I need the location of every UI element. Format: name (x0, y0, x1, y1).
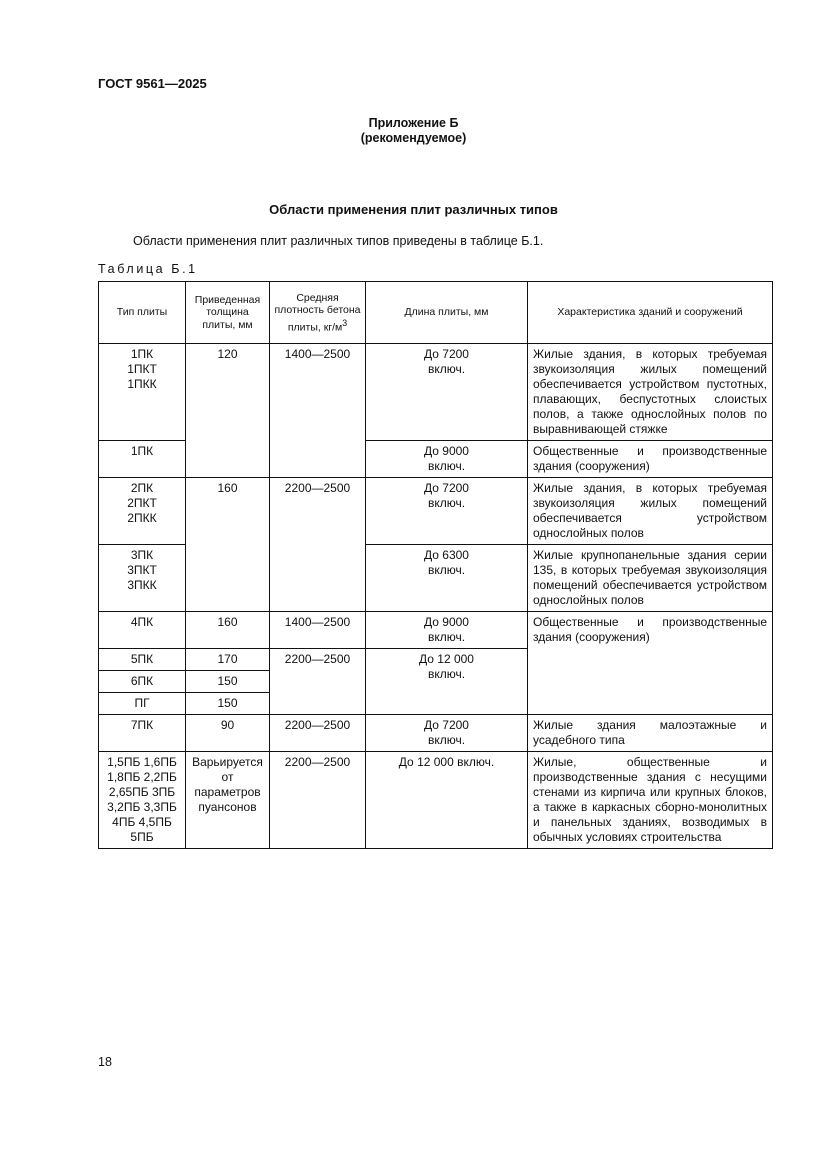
header-density-superscript: 3 (342, 317, 348, 328)
cell-type: 7ПК (99, 715, 186, 752)
header-type: Тип плиты (99, 282, 186, 344)
intro-paragraph: Области применения плит различных типов приведены в таблице Б.1. (133, 234, 544, 248)
cell-thickness: 160 (186, 612, 270, 649)
cell-characteristics: Жилые здания малоэтажные и усадебного типа (528, 715, 773, 752)
cell-length: До 9000 включ. (366, 441, 528, 478)
slab-application-table (98, 281, 773, 849)
cell-density: 2200—2500 (270, 715, 366, 752)
cell-characteristics: Жилые крупнопанельные здания серии 135, в которых требуемая звукоизоляция помещений обеспечивается устройством однослойных полов (528, 545, 773, 612)
cell-thickness: 150 (186, 671, 270, 693)
cell-thickness: 90 (186, 715, 270, 752)
table-row (99, 344, 773, 441)
cell-type: 5ПК (99, 649, 186, 671)
cell-characteristics: Жилые, общественные и производственные здания с несущими стенами из кирпича или крупных блоков, а также в каркасных сборно-монолитных и панельных зданиях, возводимых в обычных условиях строительства (528, 752, 773, 849)
cell-length: До 9000 включ. (366, 612, 528, 649)
cell-length: До 7200 включ. (366, 344, 528, 441)
cell-density: 2200—2500 (270, 649, 366, 715)
table-header-row (99, 282, 773, 344)
header-density (270, 282, 366, 344)
cell-type: ПГ (99, 693, 186, 715)
cell-length: До 7200 включ. (366, 478, 528, 545)
cell-characteristics: Общественные и производственные здания (сооружения) (528, 612, 773, 715)
section-title: Области применения плит различных типов (269, 202, 558, 217)
cell-characteristics: Общественные и производственные здания (сооружения) (528, 441, 773, 478)
cell-thickness: 150 (186, 693, 270, 715)
appendix-subtitle: (рекомендуемое) (360, 131, 467, 145)
cell-thickness: 170 (186, 649, 270, 671)
cell-thickness: 120 (186, 344, 270, 478)
appendix-heading (0, 116, 827, 146)
cell-type: 1ПК (99, 441, 186, 478)
cell-thickness: 160 (186, 478, 270, 612)
page-number: 18 (98, 1055, 112, 1069)
cell-density: 2200—2500 (270, 752, 366, 849)
cell-length: До 7200 включ. (366, 715, 528, 752)
cell-length: До 12 000 включ. (366, 752, 528, 849)
cell-density: 2200—2500 (270, 478, 366, 612)
cell-type: 3ПК 3ПКТ 3ПКК (99, 545, 186, 612)
header-thickness: Приведенная толщина плиты, мм (186, 282, 270, 344)
cell-density: 1400—2500 (270, 344, 366, 478)
cell-type: 4ПК (99, 612, 186, 649)
header-density-text: Средняя плотность бетона плиты, кг/м (274, 291, 361, 333)
cell-length: До 12 000 включ. (366, 649, 528, 715)
cell-characteristics: Жилые здания, в которых требуемая звукоизоляция жилых помещений обеспечивается устройством пустотных, плавающих, беспустотных слоистых полов, а также однослойных полов по выравнивающей стяжке (528, 344, 773, 441)
cell-length: До 6300 включ. (366, 545, 528, 612)
appendix-title: Приложение Б (368, 116, 459, 130)
cell-thickness: Варьируется от параметров пуансонов (186, 752, 270, 849)
document-code: ГОСТ 9561—2025 (98, 76, 207, 91)
table-row (99, 752, 773, 849)
cell-type: 1ПК 1ПКТ 1ПКК (99, 344, 186, 441)
header-length: Длина плиты, мм (366, 282, 528, 344)
cell-density: 1400—2500 (270, 612, 366, 649)
table-row (99, 715, 773, 752)
header-characteristics: Характеристика зданий и сооружений (528, 282, 773, 344)
cell-type: 1,5ПБ 1,6ПБ 1,8ПБ 2,2ПБ 2,65ПБ 3ПБ 3,2ПБ 3,3ПБ 4ПБ 4,5ПБ 5ПБ (99, 752, 186, 849)
table-row (99, 612, 773, 649)
table-caption: Таблица Б.1 (98, 262, 198, 276)
cell-type: 2ПК 2ПКТ 2ПКК (99, 478, 186, 545)
table-row (99, 478, 773, 545)
cell-type: 6ПК (99, 671, 186, 693)
cell-characteristics: Жилые здания, в которых требуемая звукоизоляция жилых помещений обеспечивается устройством однослойных полов (528, 478, 773, 545)
